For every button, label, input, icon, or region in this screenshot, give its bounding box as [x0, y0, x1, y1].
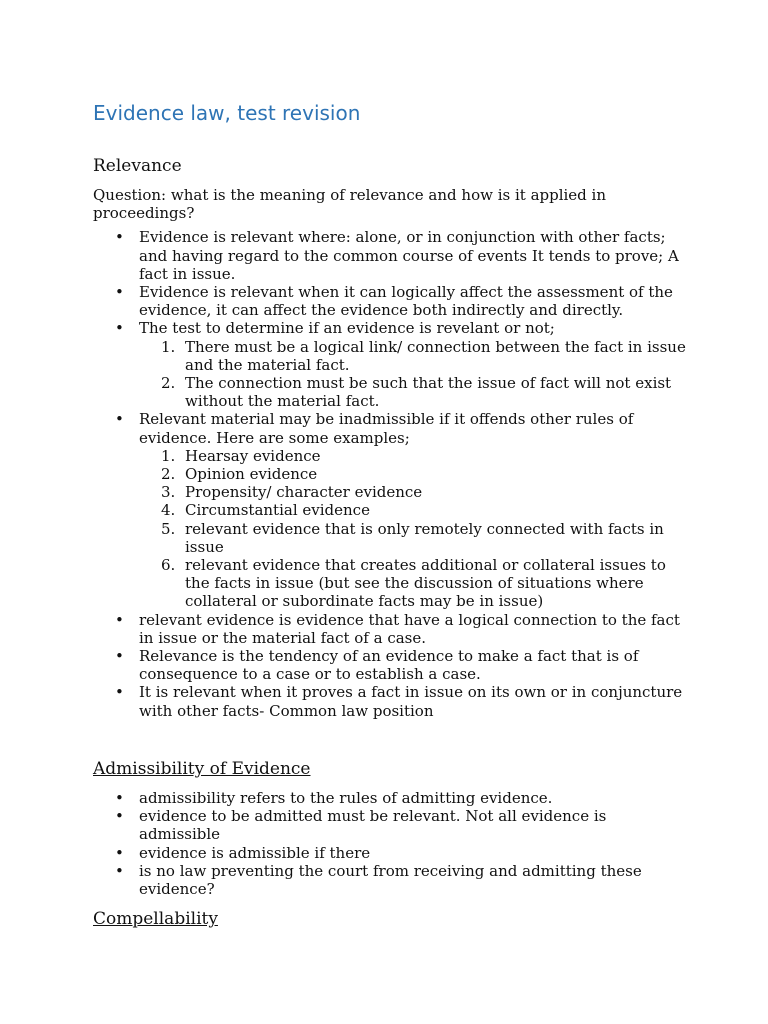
bullet-text: The test to determine if an evidence is revelant or not; — [139, 319, 555, 338]
list-item — [161, 374, 688, 411]
list-text: The connection must be such that the issue of fact will not exist without the material fact. — [185, 374, 672, 411]
bullet-icon: • — [115, 228, 124, 247]
list-item — [115, 283, 688, 320]
bullet-text: Evidence is relevant where: alone, or in conjunction with other facts; and having regard to the common course of events It tends to prove; A fact in issue. — [139, 228, 679, 283]
compellability-heading: Compellability — [93, 909, 218, 930]
examples-list — [139, 447, 688, 611]
list-text: There must be a logical link/ connection between the fact in issue and the material fact. — [185, 337, 686, 374]
bullet-icon: • — [115, 410, 124, 429]
list-text: Circumstantial evidence — [185, 501, 370, 520]
list-number: 6. — [161, 556, 176, 575]
bullet-text: evidence to be admitted must be relevant. Not all evidence is admissible — [139, 807, 607, 844]
list-item — [115, 843, 688, 862]
admissibility-heading: Admissibility of Evidence — [93, 758, 311, 779]
bullet-icon: • — [115, 843, 124, 862]
bullet-icon: • — [115, 647, 124, 666]
bullet-icon: • — [115, 683, 124, 702]
list-item — [115, 861, 688, 898]
list-text: relevant evidence that creates additional or collateral issues to the facts in issue (but see the discussion of situations where collateral or subordinate facts may be in issue) — [185, 556, 666, 611]
bullet-text: evidence is admissible if there — [139, 843, 371, 862]
bullet-text: Relevant material may be inadmissible if it offends other rules of evidence. Here are some examples; — [139, 410, 634, 447]
list-text: relevant evidence that is only remotely connected with facts in issue — [185, 519, 664, 556]
list-number: 3. — [161, 483, 176, 502]
bullet-text: Evidence is relevant when it can logically affect the assessment of the evidence, it can affect the evidence both indirectly and directly. — [139, 283, 673, 320]
bullet-icon: • — [115, 861, 124, 880]
list-text: Opinion evidence — [185, 465, 318, 484]
spacer — [93, 720, 688, 758]
list-number: 2. — [161, 465, 176, 484]
bullet-icon: • — [115, 283, 124, 302]
bullet-text: It is relevant when it proves a fact in issue on its own or in conjuncture with other facts- Common law position — [139, 683, 683, 720]
bullet-text: relevant evidence is evidence that have a logical connection to the fact in issue or the material fact of a case. — [139, 610, 680, 647]
list-item — [161, 446, 688, 465]
list-item — [161, 501, 688, 520]
list-item — [115, 319, 688, 411]
list-item — [115, 807, 688, 844]
list-item — [115, 788, 688, 807]
document-page — [93, 100, 688, 939]
bullet-text: is no law preventing the court from receiving and admitting these evidence? — [139, 861, 642, 898]
bullet-icon: • — [115, 610, 124, 629]
admissibility-bullet-list — [93, 789, 688, 898]
list-item — [115, 228, 688, 283]
document-title: Evidence law, test revision — [93, 101, 361, 125]
list-item — [115, 647, 688, 684]
spacer — [93, 898, 688, 908]
list-item — [161, 337, 688, 374]
relevance-bullet-list — [93, 228, 688, 719]
list-item — [115, 610, 688, 647]
bullet-icon: • — [115, 319, 124, 338]
bullet-icon: • — [115, 807, 124, 826]
list-item — [161, 556, 688, 611]
list-number: 1. — [161, 337, 176, 356]
bullet-text: Relevance is the tendency of an evidence to make a fact that is of consequence to a case or to establish a case. — [139, 647, 639, 684]
list-item — [115, 410, 688, 611]
bullet-icon: • — [115, 788, 124, 807]
list-text: Hearsay evidence — [185, 446, 321, 465]
relevance-question: Question: what is the meaning of relevance and how is it applied in proceedings? — [93, 186, 607, 223]
list-item — [115, 683, 688, 720]
list-number: 1. — [161, 446, 176, 465]
list-item — [161, 519, 688, 556]
relevance-heading: Relevance — [93, 156, 182, 176]
bullet-text: admissibility refers to the rules of admitting evidence. — [139, 788, 553, 807]
list-number: 2. — [161, 374, 176, 393]
list-number: 4. — [161, 501, 176, 520]
list-number: 5. — [161, 519, 176, 538]
list-text: Propensity/ character evidence — [185, 483, 423, 502]
list-item — [161, 465, 688, 484]
list-item — [161, 483, 688, 502]
test-steps-list — [139, 338, 688, 411]
